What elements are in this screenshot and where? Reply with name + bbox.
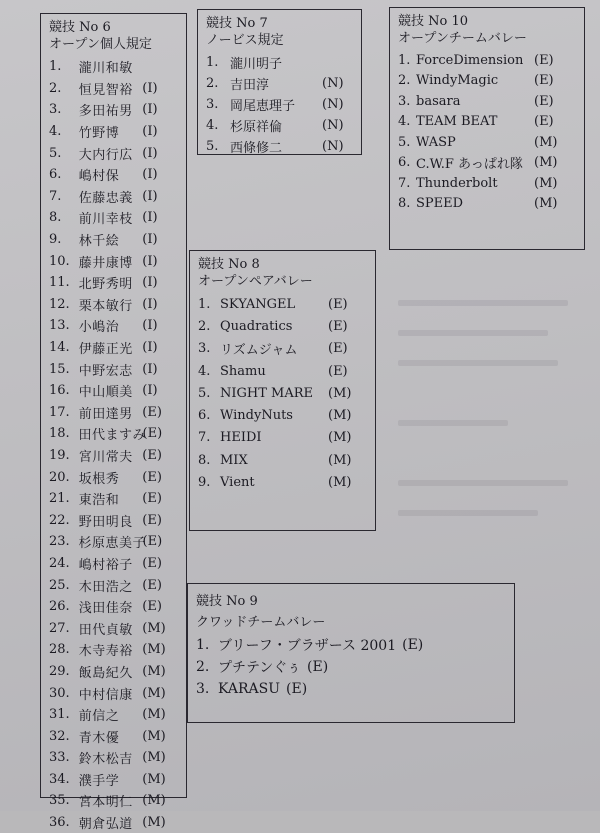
entry-name: 青木優 xyxy=(78,730,120,746)
entry-number: 1. xyxy=(49,59,62,75)
entry-number: 5. xyxy=(49,145,62,161)
entry-class: (M) xyxy=(328,385,352,401)
entry-row xyxy=(198,293,367,315)
entry-row xyxy=(196,678,506,700)
entry-row xyxy=(49,294,178,316)
entry-name: 浅田佳奈 xyxy=(78,601,133,617)
bleed-through-mark xyxy=(398,330,548,336)
entry-row xyxy=(49,121,178,143)
entry-number: 13. xyxy=(49,318,70,334)
entry-class: (E) xyxy=(534,114,554,130)
event-8-box xyxy=(189,250,376,531)
entry-name: Thunderbolt xyxy=(416,175,498,191)
entry-name: 宮本明仁 xyxy=(78,795,133,811)
entry-number: 8. xyxy=(198,452,211,468)
entry-row xyxy=(206,136,353,157)
entry-name: 木寺寿裕 xyxy=(78,644,133,660)
bleed-through-mark xyxy=(398,360,558,366)
entry-class: (E) xyxy=(142,426,163,442)
entry-row xyxy=(49,423,178,445)
entry-class: (M) xyxy=(328,408,352,424)
entry-name: 中山順美 xyxy=(78,385,133,401)
entry-row xyxy=(198,338,367,360)
event-10-title: 競技 No 10 xyxy=(398,14,469,29)
entry-class: (M) xyxy=(142,707,166,723)
entry-class: (M) xyxy=(142,750,166,766)
entry-name: TEAM BEAT xyxy=(416,114,498,130)
entry-class: (M) xyxy=(142,620,166,636)
event-9-subtitle: クワッドチームバレー xyxy=(196,615,326,630)
entry-name: 小嶋治 xyxy=(78,320,120,336)
entry-name: ForceDimension xyxy=(416,52,524,68)
entry-number: 1. xyxy=(196,637,210,653)
event-10-subtitle: オープンチームバレー xyxy=(398,31,527,46)
entry-row xyxy=(49,596,178,618)
entry-class: (I) xyxy=(142,210,158,226)
entry-number: 1. xyxy=(198,296,211,312)
entry-row xyxy=(49,574,178,596)
entry-number: 27. xyxy=(49,620,70,636)
entry-number: 1. xyxy=(398,52,411,68)
entry-row xyxy=(198,404,367,426)
entry-row xyxy=(49,466,178,488)
entry-row xyxy=(198,315,367,337)
entry-row xyxy=(49,617,178,639)
entry-class: (E) xyxy=(328,296,348,312)
entry-row xyxy=(398,112,576,133)
entry-name: 瀧川明子 xyxy=(230,57,283,72)
bleed-through-mark xyxy=(398,480,568,486)
entry-name: Shamu xyxy=(220,363,266,379)
entry-name: Quadratics xyxy=(220,318,293,334)
entry-class: (I) xyxy=(142,80,158,96)
entry-class: (M) xyxy=(142,793,166,809)
entry-class: (E) xyxy=(142,404,162,420)
entry-name: 田代貞敏 xyxy=(78,622,133,638)
entry-number: 14. xyxy=(49,340,70,356)
entry-class: (M) xyxy=(142,771,166,787)
bleed-through-mark xyxy=(398,420,508,426)
entry-number: 15. xyxy=(49,361,70,377)
entry-row xyxy=(398,50,576,71)
event-9-box xyxy=(187,583,515,723)
entry-name: 中野宏志 xyxy=(78,363,133,379)
entry-name: basara xyxy=(416,93,461,109)
entry-class: (N) xyxy=(322,139,344,154)
entry-number: 11. xyxy=(49,275,70,291)
entry-number: 2. xyxy=(198,318,211,334)
entry-name: WASP xyxy=(416,134,456,150)
entry-row xyxy=(49,315,178,337)
entry-number: 4. xyxy=(49,124,62,140)
entry-row xyxy=(398,91,576,112)
entry-number: 28. xyxy=(49,642,70,658)
entry-number: 4. xyxy=(206,118,219,133)
event-8-entry-list xyxy=(198,293,367,494)
entry-name: WindyMagic xyxy=(416,73,499,89)
entry-class: (M) xyxy=(328,430,352,446)
entry-name: 嶋村裕子 xyxy=(78,557,133,573)
entry-row xyxy=(49,337,178,359)
entry-row xyxy=(49,272,178,294)
entry-class: (I) xyxy=(142,188,158,204)
entry-row xyxy=(198,427,367,449)
entry-row xyxy=(49,186,178,208)
entry-name: 西條修二 xyxy=(230,141,283,156)
entry-row xyxy=(49,509,178,531)
entry-number: 30. xyxy=(49,685,70,701)
event-6-subtitle: オープン個人規定 xyxy=(49,37,152,52)
entry-row xyxy=(196,634,506,656)
entry-number: 6. xyxy=(198,408,211,424)
entry-number: 5. xyxy=(206,139,219,154)
bleed-through-mark xyxy=(398,300,568,306)
entry-class: (M) xyxy=(328,475,352,491)
entry-name: 竹野博 xyxy=(78,126,120,142)
entry-row xyxy=(49,78,178,100)
entry-name: 前田達男 xyxy=(78,406,133,422)
entry-number: 34. xyxy=(49,771,70,787)
entry-name: WindyNuts xyxy=(220,408,293,424)
entry-class: (N) xyxy=(322,118,344,133)
entry-class: (E) xyxy=(534,93,554,109)
entry-class: (M) xyxy=(142,642,166,658)
entry-name: 恒見智裕 xyxy=(78,82,133,98)
entry-number: 4. xyxy=(398,114,411,130)
entry-row xyxy=(49,445,178,467)
entry-number: 9. xyxy=(49,232,62,248)
entry-number: 2. xyxy=(49,80,62,96)
entry-row xyxy=(398,71,576,92)
entry-name: 飯島紀久 xyxy=(78,665,133,681)
entry-class: (I) xyxy=(142,361,158,377)
event-8-subtitle: オープンペアバレー xyxy=(198,274,313,289)
entry-class: (E) xyxy=(142,491,162,507)
entry-number: 6. xyxy=(49,167,62,183)
entry-name: 東浩和 xyxy=(78,493,120,509)
entry-row xyxy=(398,173,576,194)
entry-row xyxy=(398,194,576,215)
entry-name: 大内行広 xyxy=(78,147,133,163)
entry-name: 瀧川和敏 xyxy=(78,61,133,77)
entry-number: 25. xyxy=(49,577,70,593)
entry-class: (E) xyxy=(534,52,554,68)
entry-class: (I) xyxy=(142,124,158,140)
entry-number: 3. xyxy=(196,681,210,697)
entry-name: NIGHT MARE xyxy=(220,385,314,401)
entry-class: (I) xyxy=(142,296,158,312)
entry-row xyxy=(49,229,178,251)
entry-number: 7. xyxy=(49,188,62,204)
entry-class: (M) xyxy=(142,685,166,701)
entry-class: (M) xyxy=(328,452,352,468)
entry-name: 朝倉弘道 xyxy=(78,817,133,833)
entry-class: (E) xyxy=(142,599,162,615)
entry-number: 3. xyxy=(198,341,211,357)
entry-class: (E) xyxy=(142,534,163,550)
entry-number: 18. xyxy=(49,426,70,442)
event-7-entry-list xyxy=(206,52,353,157)
entry-name: MIX xyxy=(220,452,248,468)
event-9-title: 競技 No 9 xyxy=(196,594,258,609)
entry-row xyxy=(49,812,178,833)
entry-number: 33. xyxy=(49,750,70,766)
entry-class: (M) xyxy=(142,728,166,744)
entry-name: HEIDI xyxy=(220,430,262,446)
entry-name: C.W.F あっぱれ隊 xyxy=(416,157,523,173)
entry-row xyxy=(206,52,353,73)
entry-row xyxy=(49,769,178,791)
entry-row xyxy=(206,115,353,136)
entry-class: (I) xyxy=(142,167,158,183)
entry-number: 7. xyxy=(198,430,211,446)
entry-name: 野田明良 xyxy=(78,514,133,530)
entry-number: 10. xyxy=(49,253,70,269)
entry-number: 7. xyxy=(398,175,411,191)
entry-name: 多田祐男 xyxy=(78,104,133,120)
entry-row xyxy=(49,380,178,402)
entry-row xyxy=(49,531,178,553)
entry-row xyxy=(49,488,178,510)
entry-number: 5. xyxy=(198,385,211,401)
entry-number: 19. xyxy=(49,447,70,463)
entry-row xyxy=(49,661,178,683)
entry-number: 29. xyxy=(49,663,70,679)
entry-name: 杉原祥倫 xyxy=(230,120,283,135)
entry-number: 16. xyxy=(49,383,70,399)
entry-row xyxy=(49,704,178,726)
entry-name: SPEED xyxy=(416,196,464,212)
entry-row xyxy=(198,449,367,471)
entry-row xyxy=(206,73,353,94)
entry-row xyxy=(398,153,576,174)
event-7-box xyxy=(197,9,362,155)
entry-class: (I) xyxy=(142,102,158,118)
entry-number: 3. xyxy=(398,93,411,109)
entry-class: (E) xyxy=(286,681,308,697)
entry-name: 宮川常夫 xyxy=(78,449,133,465)
entry-name: 伊藤正光 xyxy=(78,342,133,358)
entry-name: SKYANGEL xyxy=(220,296,296,312)
entry-name: Vient xyxy=(220,475,255,491)
entry-name: プチテンぐぅ xyxy=(218,660,302,676)
entry-row xyxy=(49,639,178,661)
entry-name: 前川幸枝 xyxy=(78,212,133,228)
entry-class: (E) xyxy=(328,363,348,379)
entry-name: 坂根秀 xyxy=(78,471,120,487)
entry-row xyxy=(49,164,178,186)
event-7-title: 競技 No 7 xyxy=(206,16,268,31)
entry-class: (I) xyxy=(142,275,158,291)
entry-name: 林千絵 xyxy=(78,234,120,250)
bleed-through-mark xyxy=(398,510,538,516)
entry-class: (M) xyxy=(534,134,558,150)
entry-class: (E) xyxy=(328,318,348,334)
entry-class: (N) xyxy=(322,76,344,91)
entry-class: (N) xyxy=(322,97,344,112)
entry-class: (M) xyxy=(534,175,558,191)
event-6-box xyxy=(40,13,187,833)
entry-name: 濮手学 xyxy=(78,773,120,789)
entry-name: 前信之 xyxy=(78,709,120,725)
entry-name: 鈴木松吉 xyxy=(78,752,133,768)
entry-number: 9. xyxy=(198,475,211,491)
entry-class: (E) xyxy=(142,555,162,571)
entry-name: KARASU xyxy=(218,681,281,697)
entry-name: 木田浩之 xyxy=(78,579,133,595)
entry-name: 佐藤忠義 xyxy=(78,190,133,206)
entry-row xyxy=(198,471,367,493)
entry-name: 中村信康 xyxy=(78,687,133,703)
entry-class: (E) xyxy=(307,659,329,675)
entry-number: 31. xyxy=(49,707,70,723)
entry-class: (E) xyxy=(534,73,554,89)
entry-number: 26. xyxy=(49,599,70,615)
event-10-entry-list xyxy=(398,50,576,214)
entry-row xyxy=(49,402,178,424)
entry-number: 22. xyxy=(49,512,70,528)
entry-number: 32. xyxy=(49,728,70,744)
entry-class: (M) xyxy=(142,815,166,831)
entry-name: 藤井康博 xyxy=(78,255,133,271)
entry-row xyxy=(49,725,178,747)
entry-row xyxy=(198,382,367,404)
entry-number: 23. xyxy=(49,534,70,550)
entry-class: (M) xyxy=(534,196,558,212)
entry-number: 35. xyxy=(49,793,70,809)
entry-row xyxy=(49,790,178,812)
entry-name: リズムジャム xyxy=(220,343,298,359)
entry-name: 田代ますみ xyxy=(78,428,147,444)
event-6-entry-list xyxy=(49,56,178,833)
event-9-entry-list xyxy=(196,634,506,700)
entry-class: (M) xyxy=(534,155,558,171)
entry-number: 21. xyxy=(49,491,70,507)
entry-row xyxy=(49,142,178,164)
entry-number: 17. xyxy=(49,404,70,420)
entry-name: 杉原恵美子 xyxy=(78,536,147,552)
entry-row xyxy=(49,358,178,380)
entry-number: 2. xyxy=(398,73,411,89)
entry-name: 吉田淳 xyxy=(230,78,270,93)
entry-class: (E) xyxy=(402,637,424,653)
entry-number: 36. xyxy=(49,815,70,831)
entry-class: (E) xyxy=(142,512,162,528)
entry-number: 4. xyxy=(198,363,211,379)
entry-name: 栗本敏行 xyxy=(78,298,133,314)
entry-number: 2. xyxy=(196,659,210,675)
entry-row xyxy=(196,656,506,678)
entry-name: 北野秀明 xyxy=(78,277,133,293)
event-7-subtitle: ノービス規定 xyxy=(206,33,284,48)
entry-class: (E) xyxy=(142,447,162,463)
entry-class: (I) xyxy=(142,232,158,248)
entry-name: 嶋村保 xyxy=(78,169,120,185)
entry-row xyxy=(49,207,178,229)
entry-class: (I) xyxy=(142,340,158,356)
entry-row xyxy=(49,99,178,121)
entry-number: 8. xyxy=(398,196,411,212)
entry-row xyxy=(49,56,178,78)
entry-class: (M) xyxy=(142,663,166,679)
entry-row xyxy=(206,94,353,115)
event-6-title: 競技 No 6 xyxy=(49,20,111,35)
entry-number: 12. xyxy=(49,296,70,312)
event-8-title: 競技 No 8 xyxy=(198,257,260,272)
entry-class: (I) xyxy=(142,383,158,399)
entry-class: (I) xyxy=(142,318,158,334)
entry-class: (E) xyxy=(142,469,162,485)
entry-number: 5. xyxy=(398,134,411,150)
entry-number: 1. xyxy=(206,55,219,70)
event-10-box xyxy=(389,7,585,250)
entry-number: 2. xyxy=(206,76,219,91)
entry-row xyxy=(49,250,178,272)
entry-number: 3. xyxy=(206,97,219,112)
entry-row xyxy=(198,360,367,382)
entry-class: (I) xyxy=(142,253,158,269)
entry-class: (E) xyxy=(328,341,348,357)
entry-row xyxy=(49,553,178,575)
entry-row xyxy=(49,747,178,769)
entry-row xyxy=(398,132,576,153)
entry-number: 6. xyxy=(398,155,411,171)
entry-class: (E) xyxy=(142,577,162,593)
entry-number: 24. xyxy=(49,555,70,571)
entry-name: 岡尾恵理子 xyxy=(230,99,296,114)
entry-number: 8. xyxy=(49,210,62,226)
entry-class: (I) xyxy=(142,145,158,161)
entry-row xyxy=(49,682,178,704)
entry-number: 3. xyxy=(49,102,62,118)
entry-name: ブリーフ・ブラザース 2001 xyxy=(218,638,397,654)
entry-number: 20. xyxy=(49,469,70,485)
